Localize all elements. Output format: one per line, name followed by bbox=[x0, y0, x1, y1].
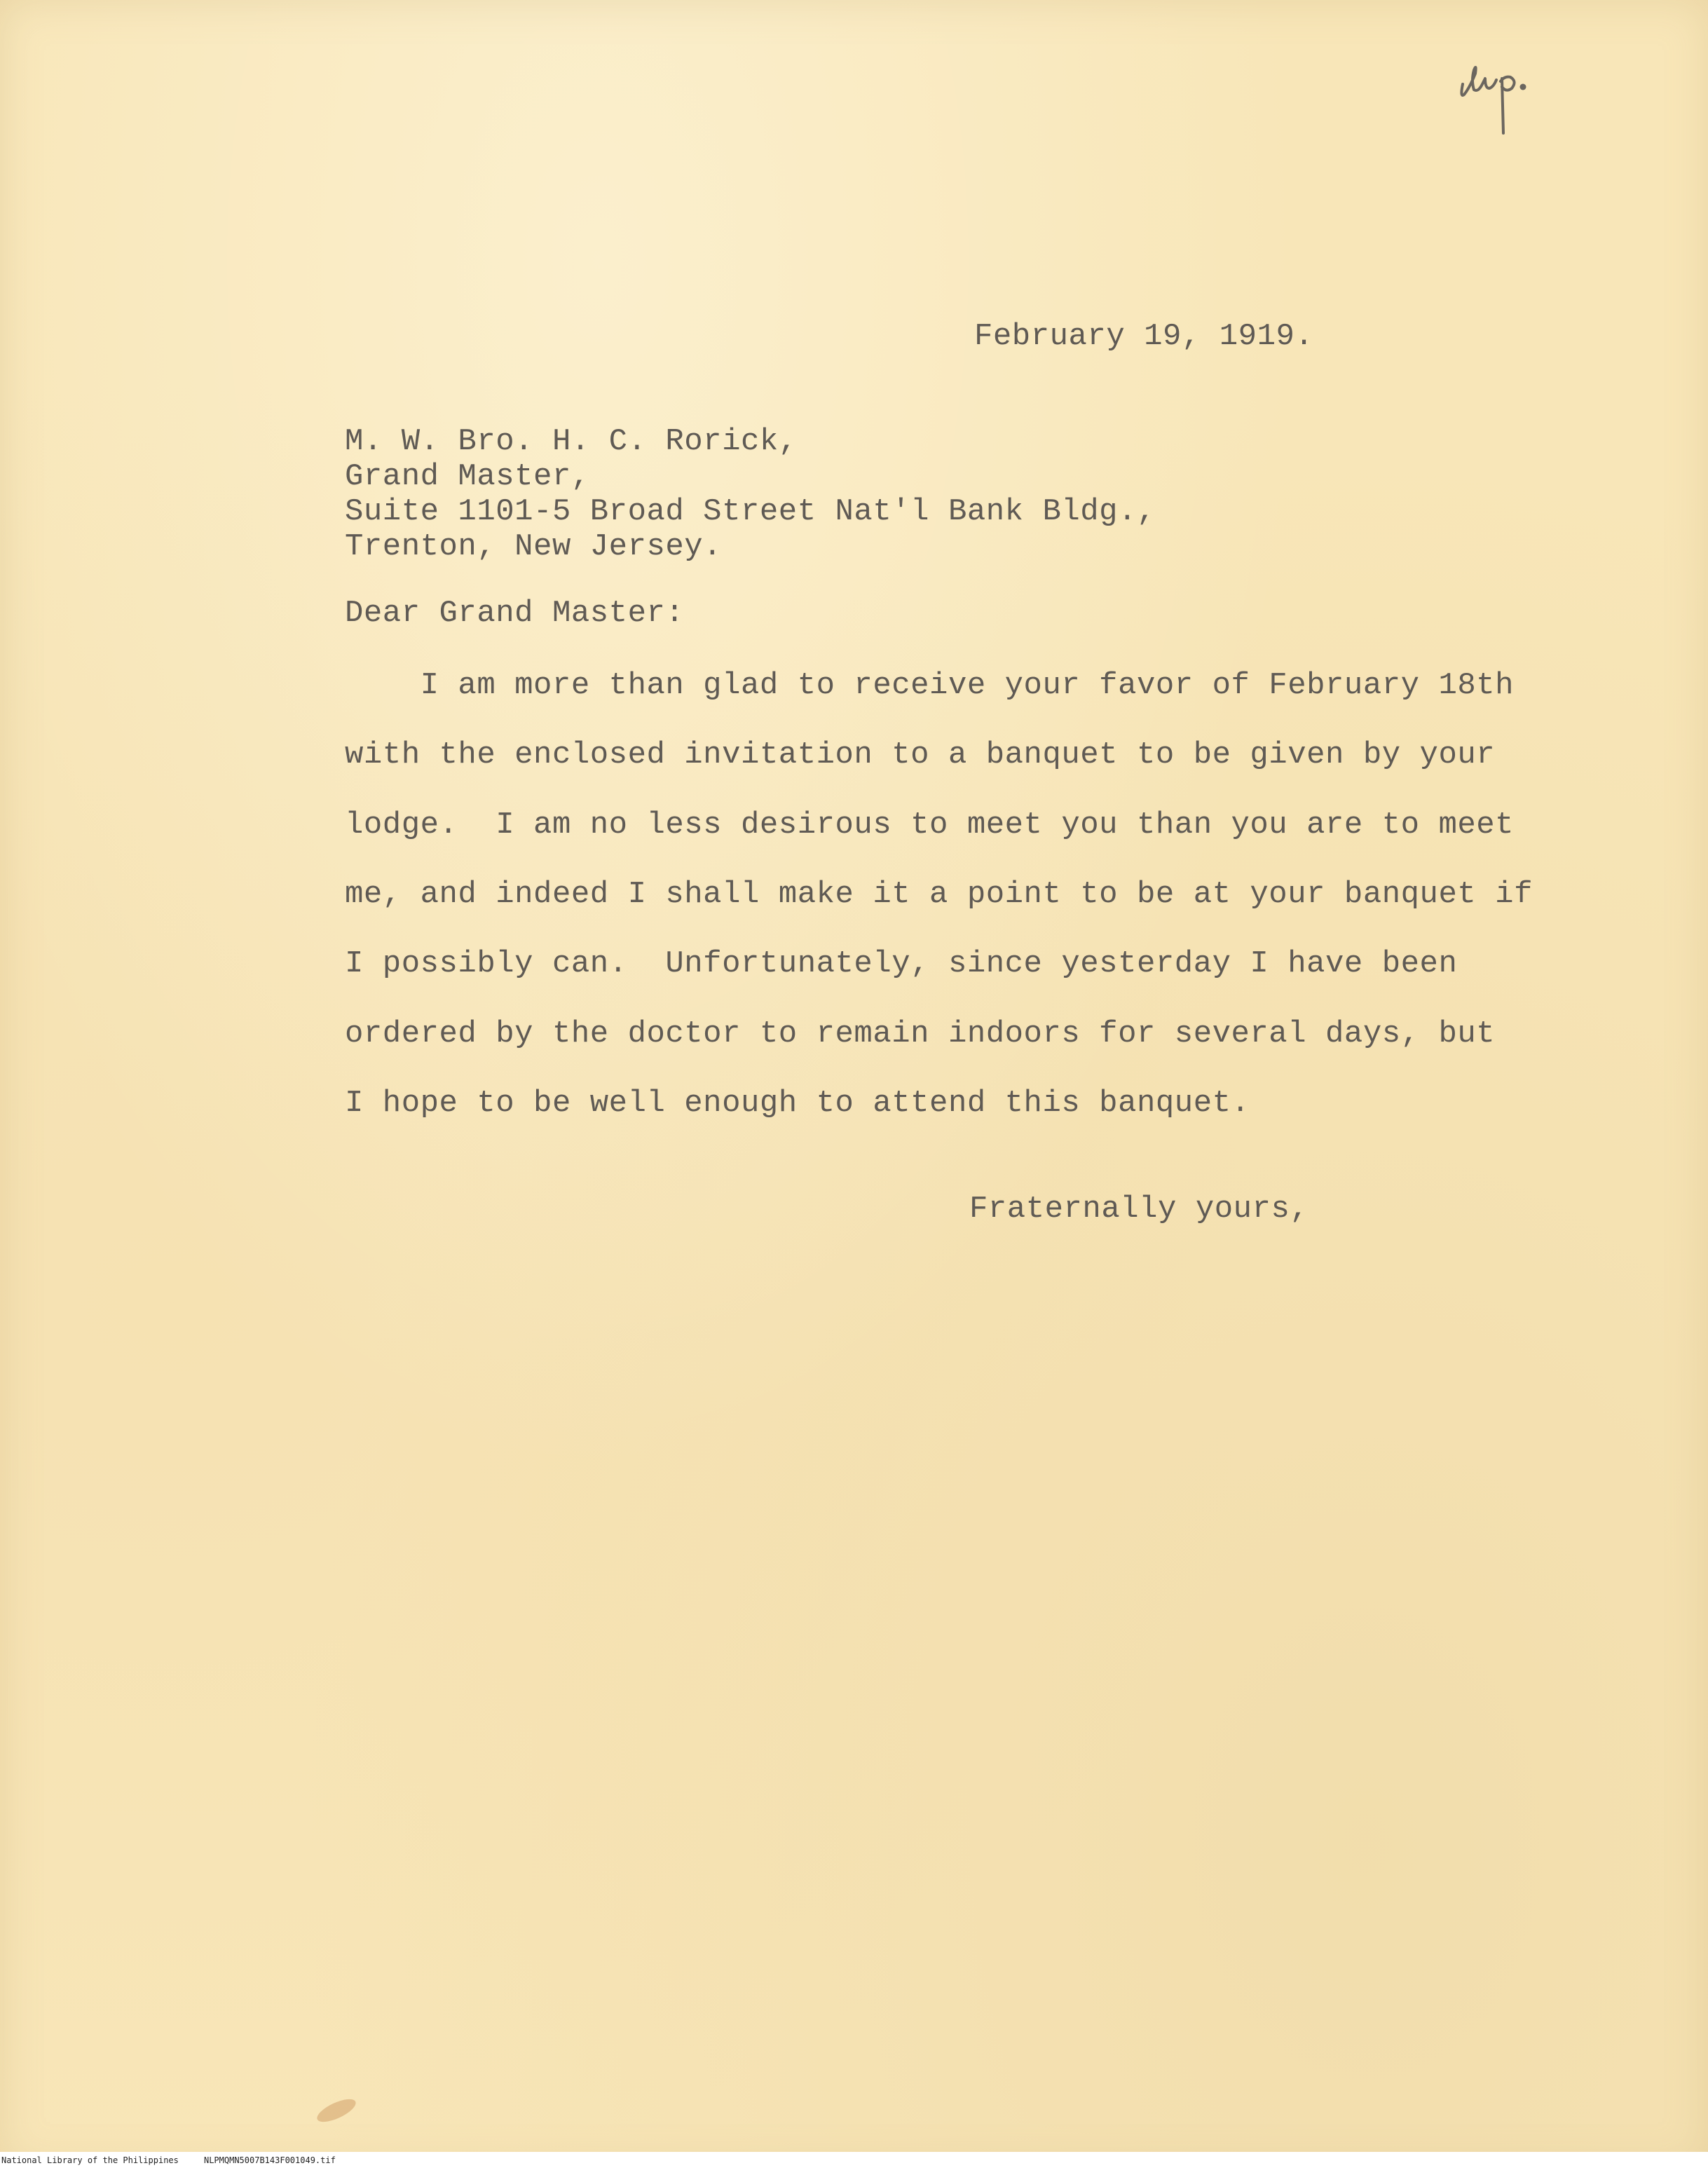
body-line: ordered by the doctor to remain indoors for several days, but bbox=[345, 1016, 1496, 1051]
body-line: lodge. I am no less desirous to meet you than you are to meet bbox=[345, 807, 1515, 843]
body-line: I possibly can. Unfortunately, since yesterday I have been bbox=[345, 946, 1458, 981]
paper-stain bbox=[314, 2094, 359, 2126]
closing: Fraternally yours, bbox=[969, 1192, 1309, 1227]
body-line: with the enclosed invitation to a banquet to be given by your bbox=[345, 737, 1496, 772]
handwritten-dup-note bbox=[1454, 42, 1559, 147]
address-line: Suite 1101-5 Broad Street Nat'l Bank Bldg., bbox=[345, 494, 1156, 529]
body-line: I hope to be well enough to attend this banquet. bbox=[345, 1086, 1250, 1121]
address-line: M. W. Bro. H. C. Rorick, bbox=[345, 424, 798, 459]
address-line: Grand Master, bbox=[345, 459, 590, 494]
body-line: I am more than glad to receive your favor of February 18th bbox=[345, 668, 1515, 703]
archive-footer-label: National Library of the Philippines NLPMQMN5007B143F001049.tif bbox=[1, 2155, 339, 2165]
letter-date: February 19, 1919. bbox=[974, 319, 1314, 354]
body-line: me, and indeed I shall make it a point to be at your banquet if bbox=[345, 877, 1533, 912]
salutation: Dear Grand Master: bbox=[345, 596, 685, 631]
address-line: Trenton, New Jersey. bbox=[345, 529, 723, 564]
